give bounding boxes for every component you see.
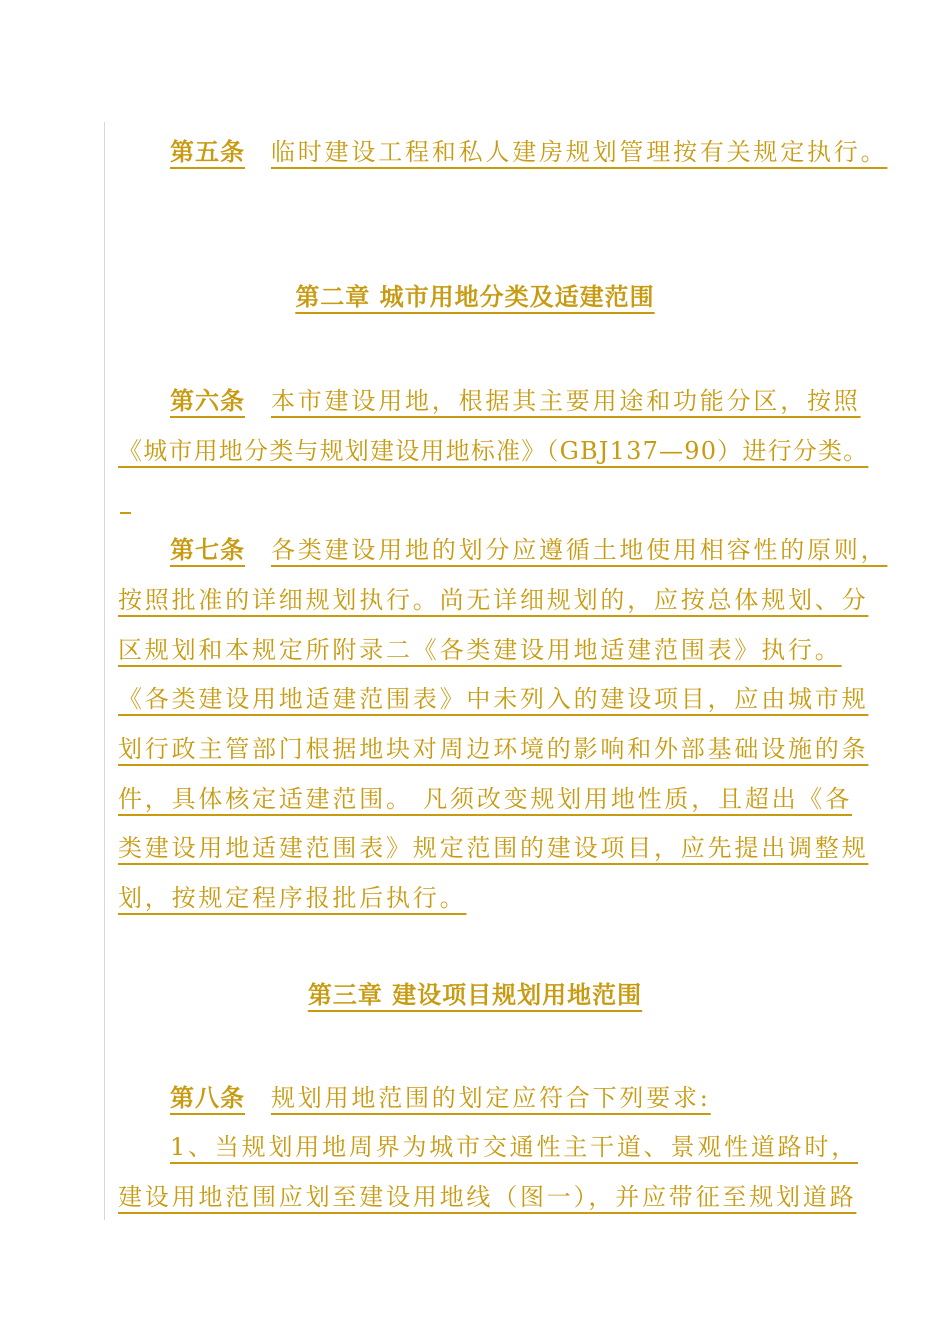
article-5-text: 临时建设工程和私人建房规划管理按有关规定执行。 — [271, 138, 888, 166]
article-7-line-5: 划行政主管部门根据地块对周边环境的影响和外部基础设施的条 — [118, 735, 869, 763]
article-5-label: 第五条 — [170, 138, 245, 166]
article-6-text-1: 本市建设用地，根据其主要用途和功能分区，按照 — [271, 387, 861, 415]
chapter-2-title: 第二章 城市用地分类及适建范围 — [295, 283, 655, 311]
article-7-line-7: 类建设用地适建范围表》规定范围的建设项目，应先提出调整规 — [118, 834, 869, 862]
article-7-line-3: 区规划和本规定所附录二《各类建设用地适建范围表》执行。 — [118, 636, 842, 664]
article-8-label: 第八条 — [170, 1084, 245, 1112]
article-7-label: 第七条 — [170, 536, 245, 564]
article-6-line-1 — [170, 386, 861, 416]
article-7-line-4: 《各类建设用地适建范围表》中未列入的建设项目，应由城市规 — [118, 685, 869, 713]
article-8-text-1: 规划用地范围的划定应符合下列要求: — [271, 1084, 711, 1112]
empty-line-mark — [120, 512, 131, 514]
article-8-item-1-line-1: 1、当规划用地周界为城市交通性主干道、景观性道路时， — [170, 1133, 859, 1161]
article-6-line-2: 《城市用地分类与规划建设用地标准》（GBJ137—90）进行分类。 — [118, 437, 869, 465]
article-7-line-1 — [118, 535, 887, 565]
article-7-text-1: 各类建设用地的划分应遵循土地使用相容性的原则， — [271, 536, 888, 564]
article-7-line-6: 件，具体核定适建范围。 凡须改变规划用地性质，且超出《各 — [118, 785, 853, 813]
article-8-item-1-line-2: 建设用地范围应划至建设用地线（图一），并应带征至规划道路 — [118, 1183, 857, 1211]
chapter-3-heading — [0, 980, 950, 1010]
article-7-line-8: 划，按规定程序报批后执行。 — [118, 884, 467, 912]
article-5 — [170, 137, 887, 167]
article-7-line-2: 按照批准的详细规划执行。尚无详细规划的，应按总体规划、分 — [118, 586, 869, 614]
chapter-3-title: 第三章 建设项目规划用地范围 — [307, 981, 643, 1009]
article-8-line-1 — [170, 1083, 711, 1113]
article-6-label: 第六条 — [170, 387, 245, 415]
chapter-2-heading — [0, 282, 950, 312]
